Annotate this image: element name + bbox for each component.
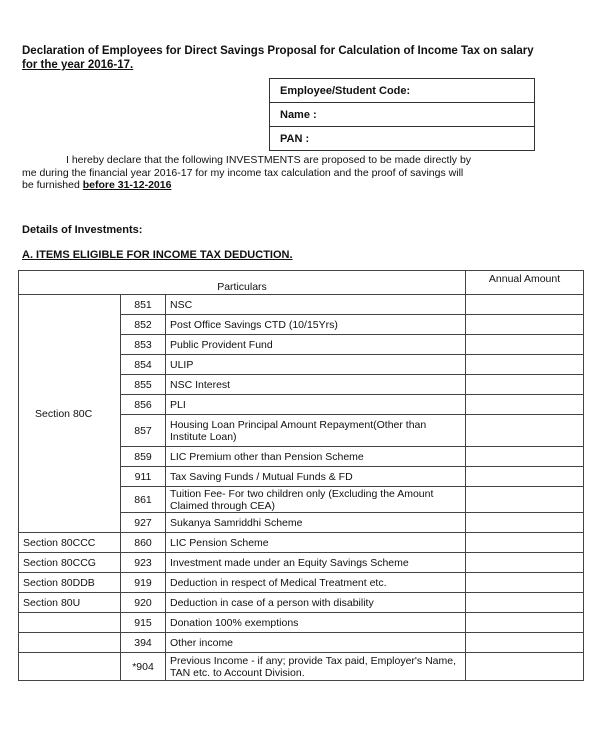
item-description: Deduction in case of a person with disability bbox=[166, 593, 466, 613]
item-code: 855 bbox=[121, 375, 166, 395]
title-line-1: Declaration of Employees for Direct Savings Proposal for Calculation of Income Tax on salary bbox=[22, 45, 534, 57]
table-row bbox=[19, 295, 584, 315]
due-date: before 31-12-2016 bbox=[82, 179, 172, 191]
item-description: PLI bbox=[166, 395, 466, 415]
investments-table bbox=[18, 270, 584, 681]
item-code: 861 bbox=[121, 487, 166, 513]
amount-cell[interactable] bbox=[466, 613, 584, 633]
amount-cell[interactable] bbox=[466, 513, 584, 533]
table-row bbox=[19, 573, 584, 593]
table-row bbox=[19, 593, 584, 613]
amount-cell[interactable] bbox=[466, 415, 584, 447]
section-label bbox=[19, 613, 121, 633]
amount-cell[interactable] bbox=[466, 447, 584, 467]
item-code: 911 bbox=[121, 467, 166, 487]
item-code: 860 bbox=[121, 533, 166, 553]
amount-cell[interactable] bbox=[466, 553, 584, 573]
item-code: 851 bbox=[121, 295, 166, 315]
item-description: NSC Interest bbox=[166, 375, 466, 395]
item-code: 852 bbox=[121, 315, 166, 335]
section-label: Section 80U bbox=[19, 593, 121, 613]
item-description: Tax Saving Funds / Mutual Funds & FD bbox=[166, 467, 466, 487]
item-code: 857 bbox=[121, 415, 166, 447]
table-row bbox=[19, 653, 584, 681]
amount-cell[interactable] bbox=[466, 487, 584, 513]
details-heading: Details of Investments: bbox=[22, 224, 143, 236]
amount-cell[interactable] bbox=[466, 533, 584, 553]
item-description: Deduction in respect of Medical Treatment etc. bbox=[166, 573, 466, 593]
amount-cell[interactable] bbox=[466, 295, 584, 315]
item-description: NSC bbox=[166, 295, 466, 315]
item-description: Post Office Savings CTD (10/15Yrs) bbox=[166, 315, 466, 335]
identity-box bbox=[269, 78, 535, 151]
pan-field[interactable]: PAN : bbox=[270, 127, 535, 151]
item-description: Donation 100% exemptions bbox=[166, 613, 466, 633]
amount-cell[interactable] bbox=[466, 395, 584, 415]
item-code: 920 bbox=[121, 593, 166, 613]
item-code: 853 bbox=[121, 335, 166, 355]
item-code: 394 bbox=[121, 633, 166, 653]
item-description: Public Provident Fund bbox=[166, 335, 466, 355]
employee-code-field[interactable]: Employee/Student Code: bbox=[270, 79, 535, 103]
item-description: Tuition Fee- For two children only (Excluding the Amount Claimed through CEA) bbox=[166, 487, 466, 513]
item-description: LIC Pension Scheme bbox=[166, 533, 466, 553]
amount-cell[interactable] bbox=[466, 633, 584, 653]
amount-cell[interactable] bbox=[466, 335, 584, 355]
item-code: 854 bbox=[121, 355, 166, 375]
name-field[interactable]: Name : bbox=[270, 103, 535, 127]
table-row bbox=[19, 613, 584, 633]
particulars-header: Particulars bbox=[19, 271, 466, 295]
table-row bbox=[19, 633, 584, 653]
section-label: Section 80DDB bbox=[19, 573, 121, 593]
item-description: Other income bbox=[166, 633, 466, 653]
item-code: 856 bbox=[121, 395, 166, 415]
item-description: LIC Premium other than Pension Scheme bbox=[166, 447, 466, 467]
annual-amount-header: Annual Amount bbox=[466, 271, 584, 295]
item-description: Sukanya Samriddhi Scheme bbox=[166, 513, 466, 533]
table-row bbox=[19, 533, 584, 553]
item-code: 923 bbox=[121, 553, 166, 573]
title-line-2: for the year 2016-17. bbox=[22, 59, 134, 71]
declaration-text bbox=[22, 154, 522, 192]
amount-cell[interactable] bbox=[466, 467, 584, 487]
declaration-line-3: be furnished bbox=[22, 179, 80, 191]
section-label bbox=[19, 633, 121, 653]
amount-cell[interactable] bbox=[466, 573, 584, 593]
item-code: 915 bbox=[121, 613, 166, 633]
item-code: 919 bbox=[121, 573, 166, 593]
item-description: Housing Loan Principal Amount Repayment(Other than Institute Loan) bbox=[166, 415, 466, 447]
item-code: 927 bbox=[121, 513, 166, 533]
amount-cell[interactable] bbox=[466, 653, 584, 681]
form-title bbox=[22, 44, 582, 72]
amount-cell[interactable] bbox=[466, 375, 584, 395]
declaration-line-2: me during the financial year 2016-17 for my income tax calculation and the proof of savings will bbox=[22, 166, 464, 179]
section-label bbox=[19, 653, 121, 681]
item-description: ULIP bbox=[166, 355, 466, 375]
item-description: Previous Income - if any; provide Tax paid, Employer's Name, TAN etc. to Account Division. bbox=[166, 653, 466, 681]
item-description: Investment made under an Equity Savings Scheme bbox=[166, 553, 466, 573]
declaration-line-1: I hereby declare that the following INVESTMENTS are proposed to be made directly by bbox=[66, 154, 472, 166]
item-code: *904 bbox=[121, 653, 166, 681]
amount-cell[interactable] bbox=[466, 315, 584, 335]
item-code: 859 bbox=[121, 447, 166, 467]
section-80c-label: Section 80C bbox=[19, 295, 121, 533]
section-a-heading: A. ITEMS ELIGIBLE FOR INCOME TAX DEDUCTION. bbox=[22, 249, 293, 261]
section-label: Section 80CCG bbox=[19, 553, 121, 573]
table-header-row bbox=[19, 271, 584, 295]
section-label: Section 80CCC bbox=[19, 533, 121, 553]
amount-cell[interactable] bbox=[466, 593, 584, 613]
table-row bbox=[19, 553, 584, 573]
amount-cell[interactable] bbox=[466, 355, 584, 375]
